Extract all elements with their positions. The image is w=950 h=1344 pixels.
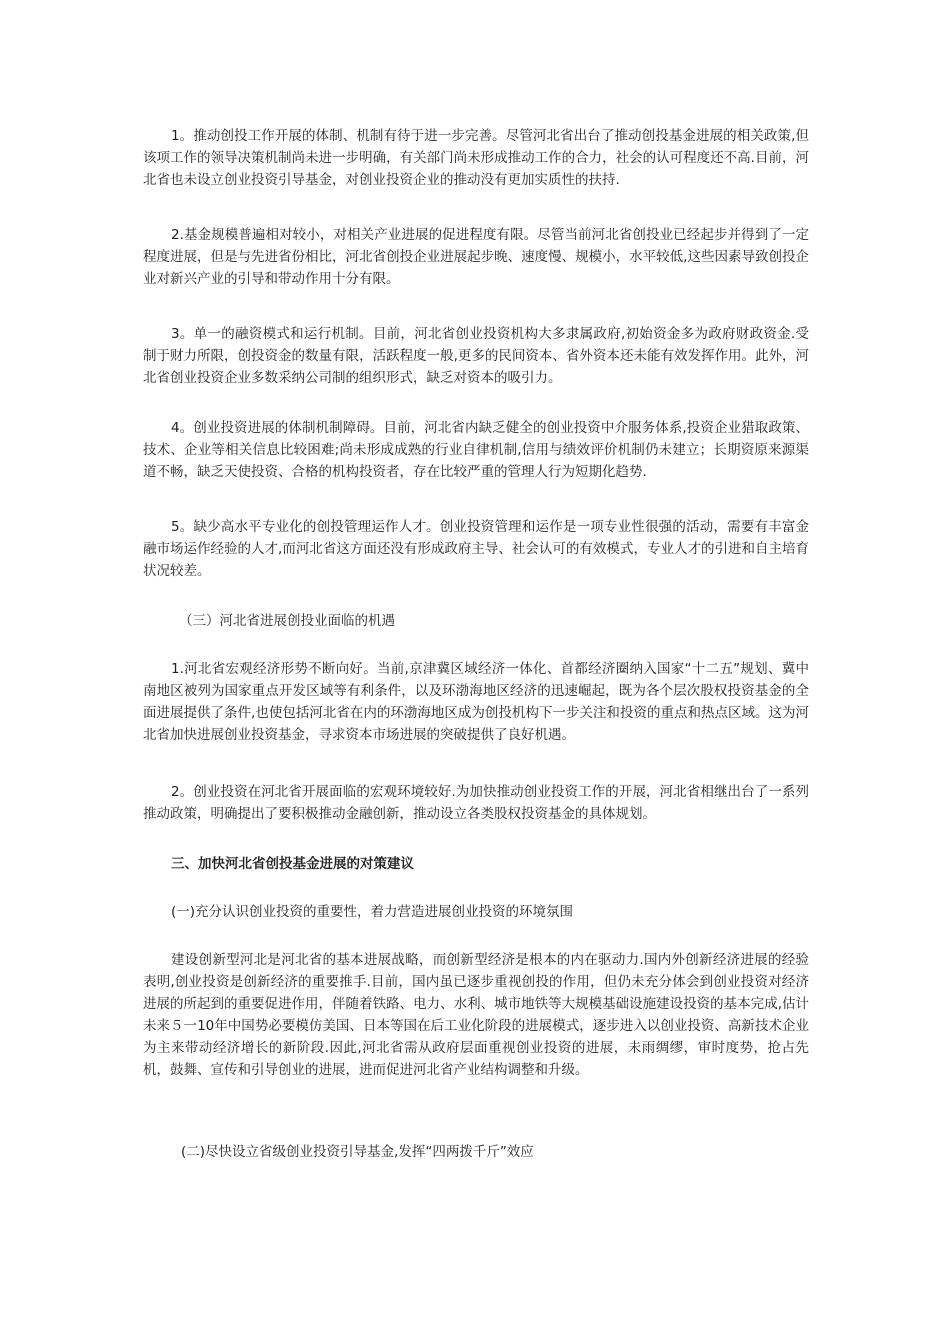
paragraph-5: 5。缺少高水平专业化的创投管理运作人才。创业投资管理和运作是一项专业性很强的活动，需要有丰富金融市场运作经验的人才,而河北省这方面还没有形成政府主导、社会认可的有效模式，专业人才的引进和自主培育状况较差。 (143, 519, 809, 579)
paragraph-8: 建设创新型河北是河北省的基本进展战略，而创新型经济是根本的内在驱动力.国内外创新经济进展的经验表明,创业投资是创新经济的重要推手.目前，国内虽已逐步重视创投的作用，但仍未充分体会到创业投资对经济进展的所起到的重要促进作用，伴随着铁路、电力、水利、城市地铁等大规模基础设施建设投资的基本完成,估计未来５一10年中国势必要模仿美国、日本等国在后工业化阶段的进展模式，逐步进入以创业投资、高新技术企业为主来带动经济增长的新阶段.因此,河北省需从政府层面重视创业投资的进展，未雨绸缪，审时度势，抢占先机，鼓舞、宣传和引导创业的进展，进而促进河北省产业结构调整和升级。 (143, 952, 809, 1078)
paragraph-2: 2.基金规模普遍相对较小，对相关产业进展的促进程度有限。尽管当前河北省创投业已经起步并得到了一定程度进展，但是与先进省份相比，河北省创投企业进展起步晚、速度慢、规模小，水平较低,这些因素导致创投企业对新兴产业的引导和带动作用十分有限。 (143, 227, 809, 287)
paragraph-6: 1.河北省宏观经济形势不断向好。当前,京津冀区域经济一体化、首都经济圈纳入国家“十二五”规划、冀中南地区被列为国家重点开发区域等有利条件，以及环渤海地区经济的迅速崛起，既为各个层次股权投资基金的全面进展提供了条件,也使包括河北省在内的环渤海地区成为创投机构下一步关注和投资的重点和热点区域。这为河北省加快进展创业投资基金，寻求资本市场进展的突破提供了良好机遇。 (143, 661, 809, 743)
paragraph-1: 1。推动创投工作开展的体制、机制有待于进一步完善。尽管河北省出台了推动创投基金进展的相关政策,但该项工作的领导决策机制尚未进一步明确，有关部门尚未形成推动工作的合力，社会的认可程度还不高.目前，河北省也未设立创业投资引导基金，对创业投资企业的推动没有更加实质性的扶持. (143, 128, 809, 188)
paragraph-7: 2。创业投资在河北省开展面临的宏观环境较好.为加快推动创业投资工作的开展，河北省相继出台了一系列推动政策，明确提出了要积极推动金融创新，推动设立各类股权投资基金的具体规划。 (143, 784, 809, 822)
subsection-heading-2: (二)尽快设立省级创业投资引导基金,发挥“四两拨千斤”效应 (181, 1144, 534, 1160)
subsection-heading-1: (一)充分认识创业投资的重要性，着力营造进展创业投资的环境氛围 (171, 904, 574, 920)
section-heading-opportunity: （三）河北省进展创投业面临的机遇 (179, 613, 395, 629)
section-heading-3: 三、加快河北省创投基金进展的对策建议 (171, 856, 414, 872)
paragraph-3: 3。单一的融资模式和运行机制。目前，河北省创业投资机构大多隶属政府,初始资金多为政府财政资金.受制于财力所限，创投资金的数量有限，活跃程度一般,更多的民间资本、省外资本还未能有效发挥作用。此外，河北省创业投资企业多数采纳公司制的组织形式，缺乏对资本的吸引力。 (143, 326, 809, 386)
paragraph-4: 4。创业投资进展的体制机制障碍。目前，河北省内缺乏健全的创业投资中介服务体系,投资企业猎取政策、技术、企业等相关信息比较困难;尚未形成成熟的行业自律机制,信用与绩效评价机制仍未建立；长期资原来源渠道不畅，缺乏天使投资、合格的机构投资者，存在比较严重的管理人行为短期化趋势. (143, 420, 809, 480)
